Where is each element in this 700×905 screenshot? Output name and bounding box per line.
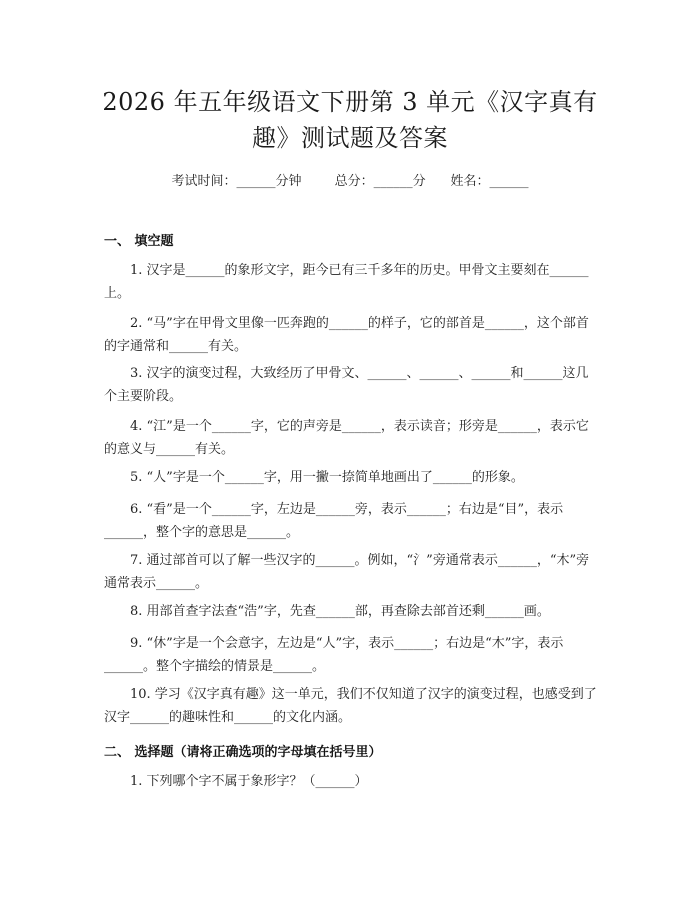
choice-question-1: 1. 下列哪个字不属于象形字？（______） [130,774,368,789]
exam-name-field: 姓名：______ [450,174,529,189]
question-6: 6. “看”是一个______字，左边是______旁，表示______；右边是“目”，表示______，整个字的意思是______。 [104,502,564,540]
question-4: 4. “江”是一个______字，它的声旁是______，表示读音；形旁是______，表示它的意义与______有关。 [104,419,589,457]
document-title [60,84,640,156]
title-line-2: 趣》测试题及答案 [252,124,448,152]
question-2: 2. “马”字在甲骨文里像一匹奔跑的______的样子，它的部首是______，这个部首的字通常和______有关。 [104,316,589,354]
section-heading-choice: 二、 选择题（请将正确选项的字母填在括号里） [104,745,382,760]
question-7: 7. 通过部首可以了解一些汉字的______。例如，“氵”旁通常表示______，“木”旁通常表示______。 [104,553,590,591]
exam-total-score: 总分：______分 [334,174,426,189]
question-1: 1. 汉字是______的象形文字，距今已有三千多年的历史。甲骨文主要刻在______上。 [104,263,589,301]
exam-time: 考试时间：______分钟 [171,174,302,189]
question-9: 9. “休”字是一个会意字，左边是“人”字，表示______；右边是“木”字，表示______。整个字描绘的情景是______。 [104,636,564,674]
question-5: 5. “人”字是一个______字，用一撇一捺简单地画出了______的形象。 [130,470,524,485]
question-10: 10. 学习《汉字真有趣》这一单元，我们不仅知道了汉字的演变过程，也感受到了汉字______的趣味性和______的文化内涵。 [104,687,597,725]
question-3: 3. 汉字的演变过程，大致经历了甲骨文、______、______、______和______这几个主要阶段。 [104,366,589,404]
question-8: 8. 用部首查字法查“浩”字，先查______部，再查除去部首还剩______画。 [130,604,550,619]
exam-info [0,170,700,189]
section-heading-fill-blank: 一、 填空题 [104,234,174,249]
title-line-1: 2026 年五年级语文下册第 3 单元《汉字真有 [102,88,598,116]
